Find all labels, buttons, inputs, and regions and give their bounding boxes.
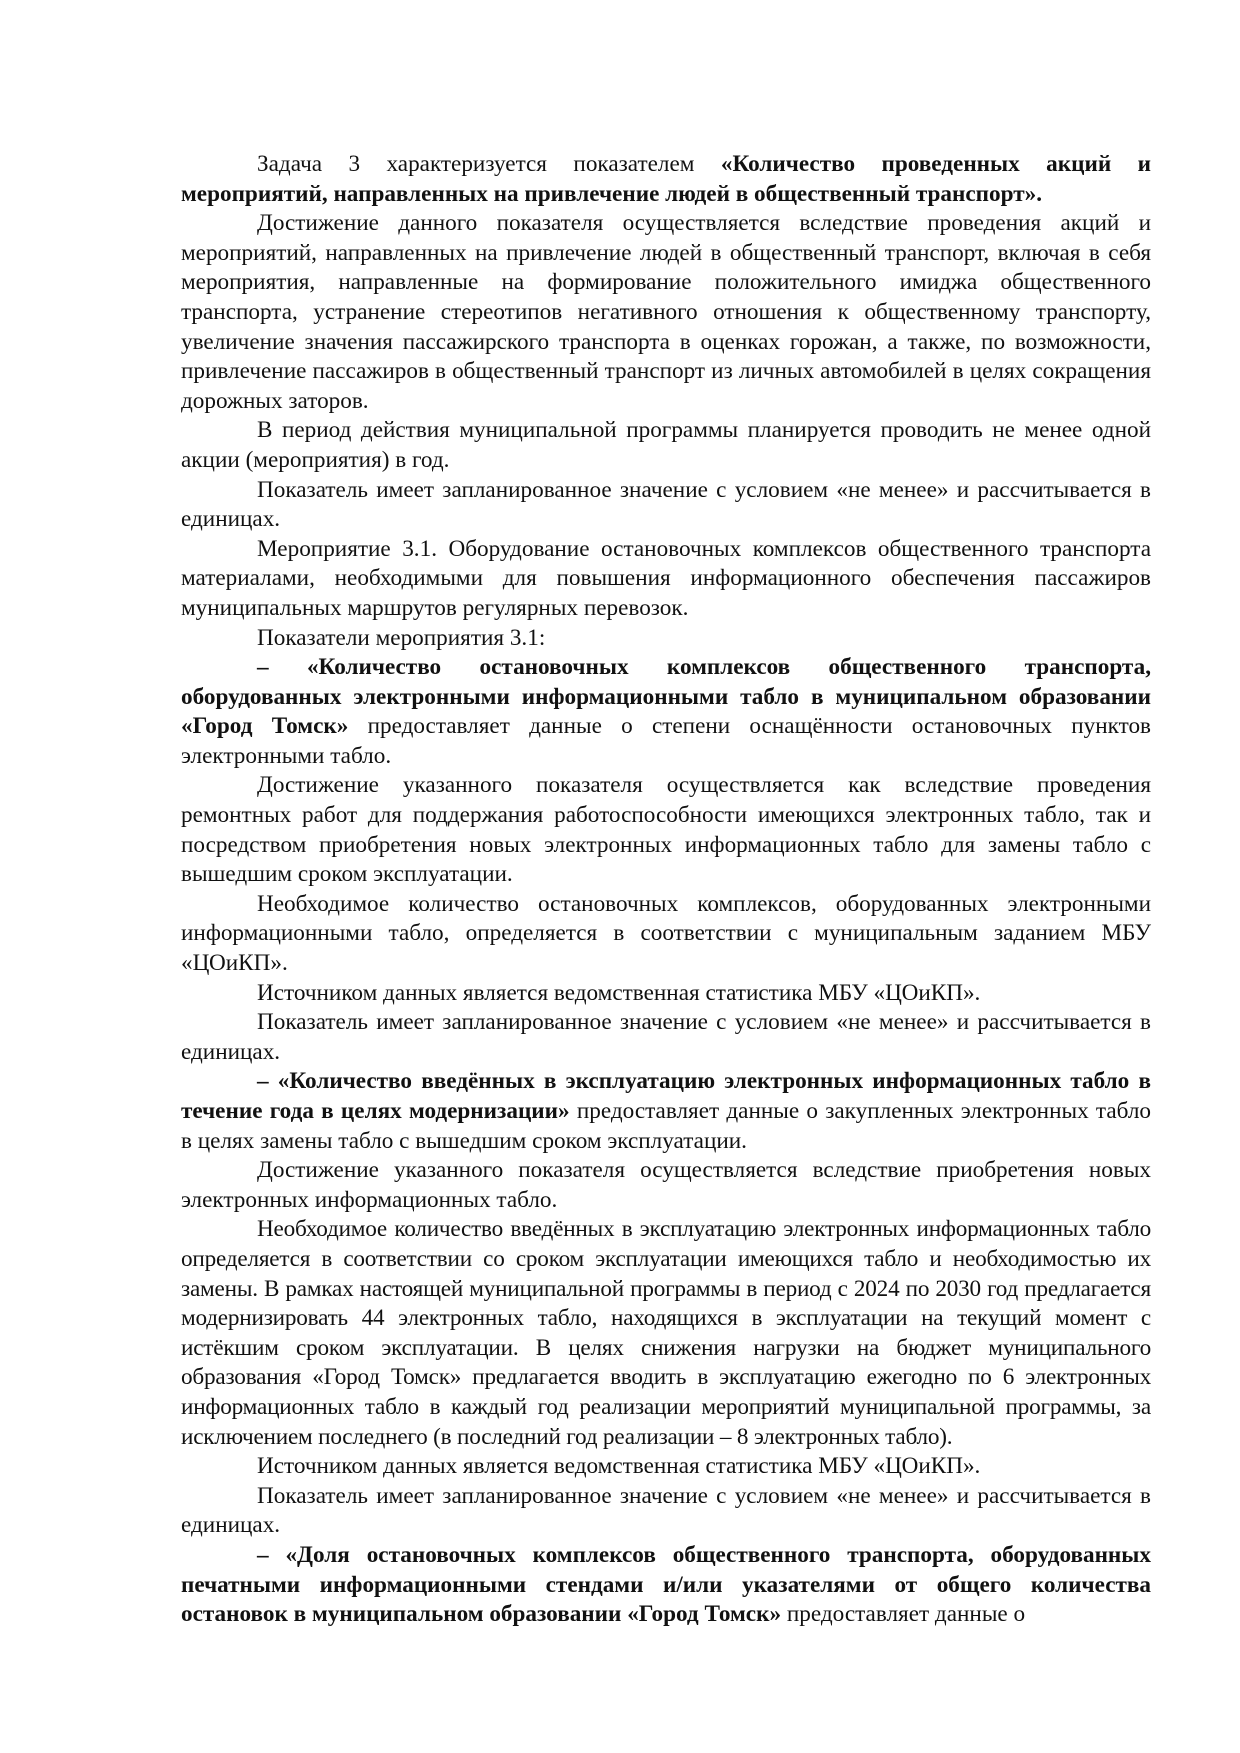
paragraph-period (181, 416, 1151, 475)
paragraph-text: Необходимое количество остановочных комплексов, оборудованных электронными информационными табло, определяется в соответствии с муниципальным заданием МБУ «ЦОиКП». (181, 890, 1151, 977)
paragraph-text: Показатель имеет запланированное значение с условием «не менее» и рассчитывается в единицах. (181, 1009, 1151, 1065)
paragraph-text: предоставляет данные о степени оснащённости остановочных пунктов электронными табло. (181, 713, 1151, 769)
paragraph-indicator-units (181, 1482, 1151, 1541)
paragraph-measure-indicators-heading (181, 624, 1151, 654)
paragraph-indicator-units (181, 1008, 1151, 1067)
paragraph-text: Источником данных является ведомственная статистика МБУ «ЦОиКП». (257, 979, 981, 1006)
indicator-title-bold: – «Количество введённых в эксплуатацию электронных информационных табло в течение года в целях модернизации» (181, 1068, 1151, 1124)
paragraph-text: Показатели мероприятия 3.1: (257, 624, 546, 651)
paragraph-data-source (181, 1452, 1151, 1482)
paragraph-text: Необходимое количество введённых в эксплуатацию электронных информационных табло определяется в соответствии со сроком эксплуатации имеющихся табло и необходимостью их замены. В рамках настоящей муниципальной программы в период с 2024 по 2030 год предлагается модернизировать 44 электронных табло, находящихся в эксплуатации на текущий момент с истёкшим сроком эксплуатации. В целях снижения нагрузки на бюджет муниципального образования «Город Томск» предлагается вводить в эксплуатацию ежегодно по 6 электронных информационных табло в каждый год реализации мероприятий муниципальной программы, за исключением последнего (в последний год реализации – 8 электронных табло). (181, 1216, 1151, 1450)
paragraph-text: Достижение данного показателя осуществляется вследствие проведения акций и мероприятий, направленных на привлечение людей в общественный транспорт, включая в себя мероприятия, направленные на формирование положительного имиджа общественного транспорта, устранение стереотипов негативного отношения к общественному транспорту, увеличение значения пассажирского транспорта в оценках горожан, а также, по возможности, привлечение пассажиров в общественный транспорт из личных автомобилей в целях сокращения дорожных заторов. (181, 210, 1151, 414)
paragraph-measure-3-1 (181, 535, 1151, 624)
paragraph-indicator-units (181, 476, 1151, 535)
paragraph-text: Задача 3 характеризуется показателем (257, 151, 721, 177)
paragraph-text: Источником данных является ведомственная статистика МБУ «ЦОиКП». (257, 1453, 981, 1480)
paragraph-modernization-plan (181, 1215, 1151, 1452)
paragraph-achievement-repair (181, 771, 1151, 889)
paragraph-required-quantity (181, 890, 1151, 979)
paragraph-text: Достижение указанного показателя осуществляется как вследствие проведения ремонтных работ для поддержания работоспособности имеющихся электронных табло, так и посредством приобретения новых электронных информационных табло для замены табло с вышедшим сроком эксплуатации. (181, 772, 1151, 888)
paragraph-indicator-printed-stands (181, 1541, 1151, 1630)
indicator-title-bold: «Количество проведенных акций и мероприятий, направленных на привлечение людей в общественный транспорт». (181, 151, 1151, 207)
paragraph-text: В период действия муниципальной программы планируется проводить не менее одной акции (мероприятия) в год. (181, 417, 1151, 473)
paragraph-text: Показатель имеет запланированное значение с условием «не менее» и рассчитывается в единицах. (181, 1482, 1151, 1539)
paragraph-text: Мероприятие 3.1. Оборудование остановочных комплексов общественного транспорта материалами, необходимыми для повышения информационного обеспечения пассажиров муниципальных маршрутов регулярных перевозок. (181, 535, 1151, 621)
paragraph-data-source (181, 979, 1151, 1009)
paragraph-task3-intro (181, 150, 1151, 209)
paragraph-achievement (181, 209, 1151, 416)
paragraph-text: Достижение указанного показателя осуществляется вследствие приобретения новых электронных информационных табло. (181, 1157, 1151, 1213)
paragraph-achievement-purchase (181, 1156, 1151, 1215)
paragraph-indicator-modernization (181, 1067, 1151, 1156)
document-body (181, 150, 1151, 1630)
paragraph-text: Показатель имеет запланированное значение с условием «не менее» и рассчитывается в единицах. (181, 476, 1151, 533)
indicator-title-bold: – «Доля остановочных комплексов общественного транспорта, оборудованных печатными информационными стендами и/или указателями от общего количества остановок в муниципальном образовании «Город Томск» (181, 1541, 1151, 1628)
paragraph-text: предоставляет данные о закупленных электронных табло в целях замены табло с вышедшим сроком эксплуатации. (181, 1098, 1151, 1154)
paragraph-indicator-electronic-boards (181, 653, 1151, 771)
indicator-title-bold: – «Количество остановочных комплексов общественного транспорта, оборудованных электронными информационными табло в муниципальном образовании «Город Томск» (181, 654, 1151, 740)
paragraph-text: предоставляет данные о (781, 1601, 1026, 1628)
